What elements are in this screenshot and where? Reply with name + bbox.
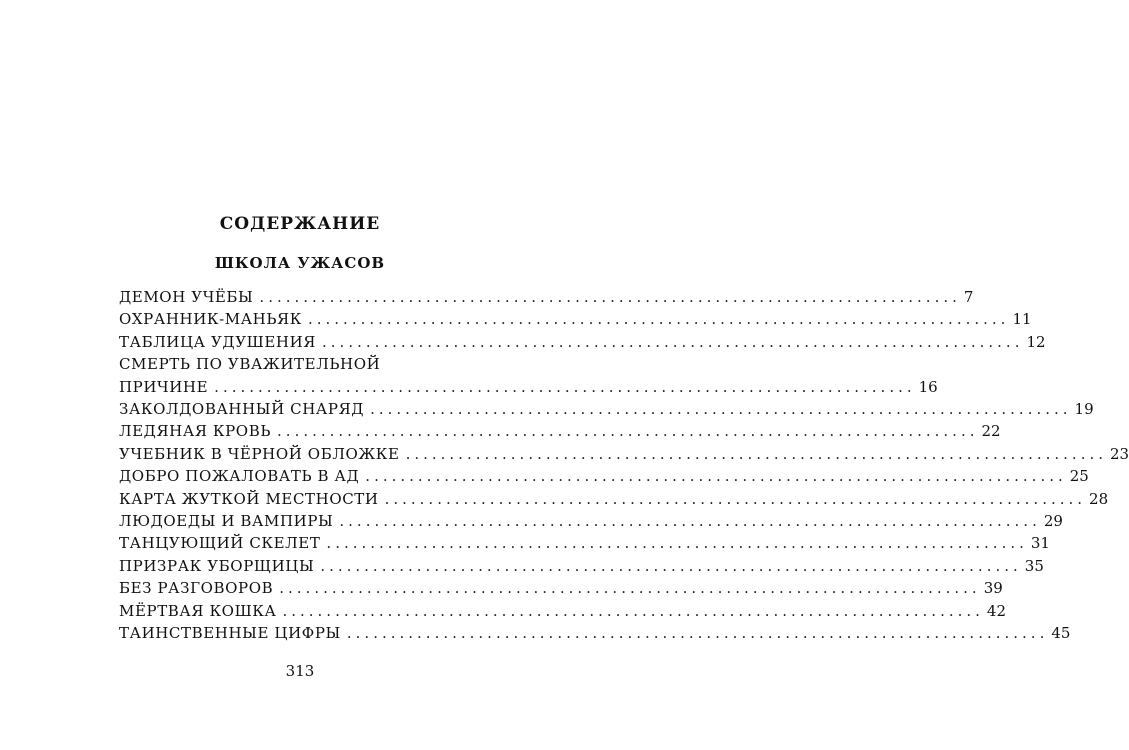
toc-entry-page: 22 [981, 422, 1001, 441]
dot-leader: ................................................................................ [326, 534, 1028, 553]
toc-entry-page: 42 [986, 601, 1007, 620]
toc-entry-title: ПРИЗРАК УБОРЩИЦЫ [119, 556, 315, 575]
dot-leader: ................................................................................ [279, 579, 981, 598]
dot-leader: ................................................................................ [214, 377, 916, 396]
toc-entry-title: ЗАКОЛДОВАННЫЙ СНАРЯД [119, 400, 365, 419]
section-title: ШКОЛА УЖАСОВ [214, 254, 386, 272]
toc-entry [119, 286, 974, 308]
toc-entry-page: 35 [1024, 556, 1044, 575]
dot-leader: ................................................................................ [320, 556, 1022, 575]
toc-entry-title: ДЕМОН УЧЁБЫ [119, 288, 254, 306]
dot-leader: ................................................................................ [365, 467, 1067, 486]
toc-entry [119, 532, 1050, 554]
toc-entry-title: БЕЗ РАЗГОВОРОВ [119, 579, 274, 598]
toc-entry [119, 510, 1063, 532]
toc-entry [119, 622, 1071, 644]
toc-entry [119, 331, 1046, 353]
toc-title: СОДЕРЖАНИЕ [219, 214, 381, 234]
toc-entry [119, 308, 1032, 330]
toc-entry [119, 443, 1129, 465]
toc-entry-page: 11 [1012, 310, 1032, 329]
toc-entry-title: КАРТА ЖУТКОЙ МЕСТНОСТИ [119, 489, 379, 508]
toc-entry [119, 353, 938, 398]
toc-entry-page: 23 [1110, 444, 1129, 463]
toc-entry-page: 29 [1043, 512, 1063, 531]
dot-leader: ................................................................................ [322, 332, 1024, 351]
toc-entry-page: 19 [1074, 400, 1094, 419]
dot-leader: ................................................................................ [346, 624, 1049, 643]
toc-list [119, 286, 1129, 645]
toc-entry-title: ТАИНСТВЕННЫЕ ЦИФРЫ [119, 624, 341, 643]
toc-entry-page: 31 [1030, 534, 1050, 553]
toc-entry-title: ТАБЛИЦА УДУШЕНИЯ [119, 332, 317, 351]
toc-entry-page: 12 [1026, 332, 1046, 351]
toc-entry-page: 16 [918, 377, 938, 396]
toc-entry-title: ЛЕДЯНАЯ КРОВЬ [119, 422, 272, 441]
toc-entry-page: 39 [983, 579, 1003, 598]
toc-entry-page: 7 [963, 288, 974, 306]
dot-leader: ................................................................................ [370, 400, 1072, 419]
toc-entry [119, 600, 1007, 622]
toc-entry-title: ОХРАННИК-МАНЬЯК [119, 310, 302, 329]
dot-leader: ................................................................................ [339, 512, 1041, 531]
toc-entry [119, 398, 1094, 420]
dot-leader: ................................................................................ [384, 489, 1087, 508]
toc-entry [119, 577, 1003, 599]
toc-entry-title: УЧЕБНИК В ЧЁРНОЙ ОБЛОЖКЕ [119, 444, 400, 463]
toc-entry-page: 45 [1051, 624, 1071, 643]
toc-entry-page: 28 [1089, 489, 1109, 508]
toc-entry-title: ЛЮДОЕДЫ И ВАМПИРЫ [119, 512, 334, 531]
toc-entry [119, 488, 1109, 510]
toc-entry-title: ТАНЦУЮЩИЙ СКЕЛЕТ [119, 534, 321, 553]
page-number: 313 [285, 662, 315, 680]
toc-entry-title: ДОБРО ПОЖАЛОВАТЬ В АД [119, 467, 360, 486]
toc-entry-page: 25 [1069, 467, 1089, 486]
dot-leader: ................................................................................ [307, 310, 1010, 329]
toc-entry-title: ПРИЧИНЕ [119, 377, 209, 396]
toc-entry [119, 420, 1001, 442]
toc-entry [119, 465, 1089, 487]
dot-leader: ................................................................................ [277, 422, 979, 441]
toc-entry [119, 555, 1044, 577]
dot-leader: ................................................................................ [259, 288, 961, 306]
toc-entry-title: МЁРТВАЯ КОШКА [119, 601, 277, 620]
dot-leader: ................................................................................ [405, 444, 1108, 463]
toc-entry-title-line1: СМЕРТЬ ПО УВАЖИТЕЛЬНОЙ [119, 355, 381, 374]
dot-leader: ................................................................................ [282, 601, 984, 620]
